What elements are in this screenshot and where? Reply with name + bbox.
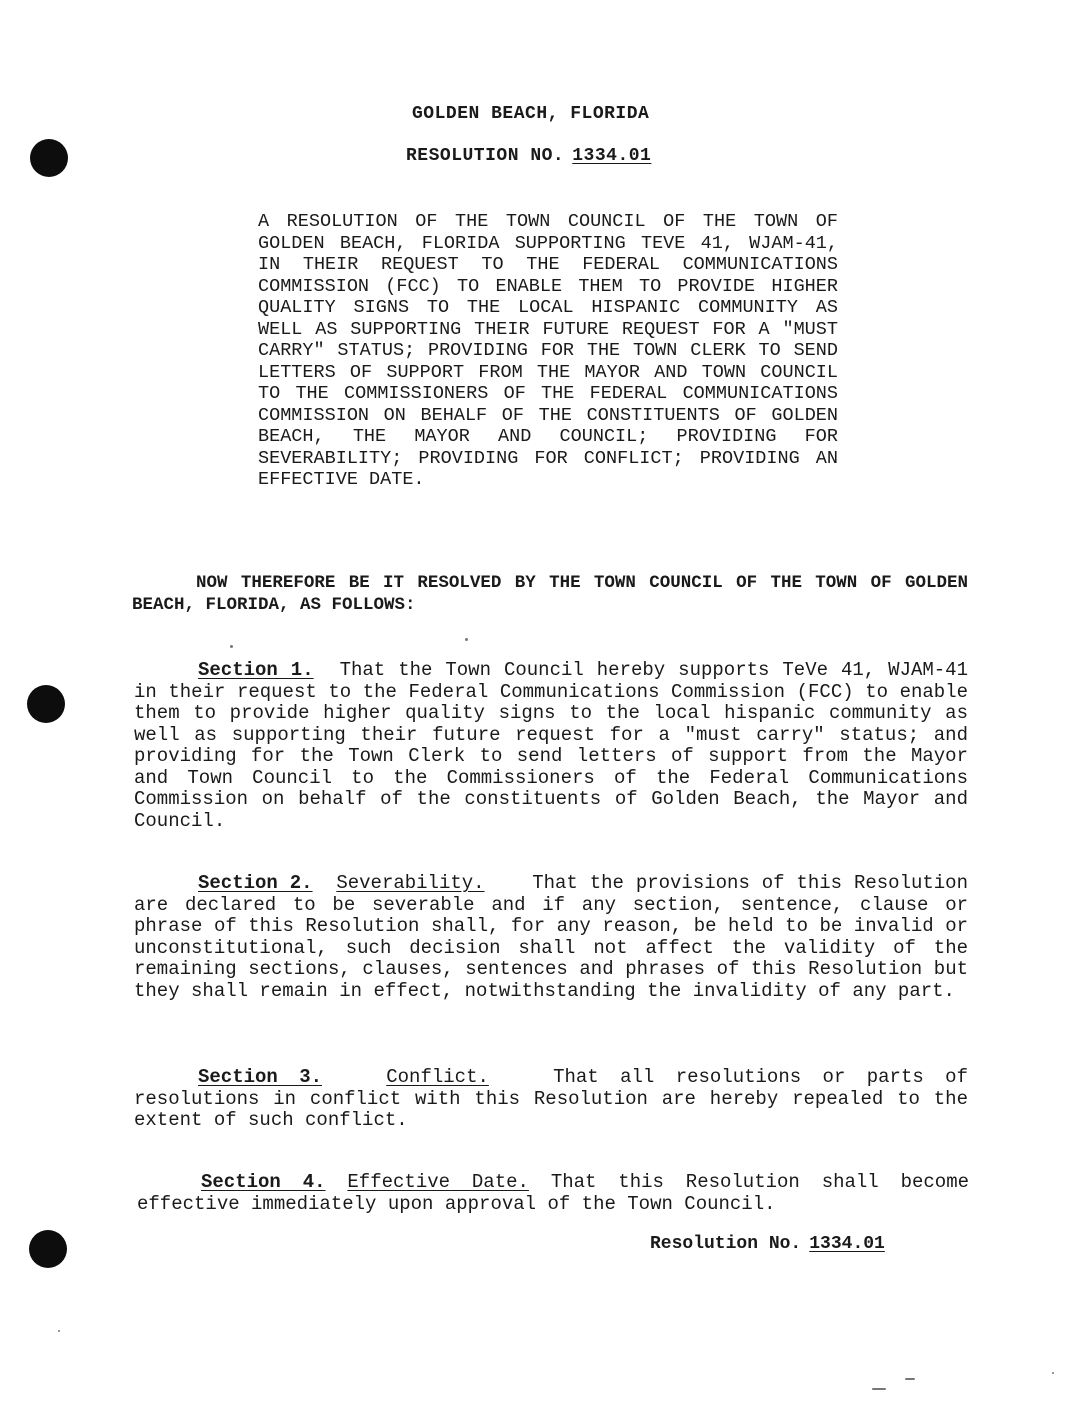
resolution-heading xyxy=(406,146,661,166)
scan-speck xyxy=(1052,1372,1054,1374)
resolved-clause: NOW THEREFORE BE IT RESOLVED BY THE TOWN COUNCIL OF THE TOWN OF GOLDEN BEACH, FLORIDA, AS FOLLOWS: xyxy=(132,573,968,615)
town-heading: GOLDEN BEACH, FLORIDA xyxy=(412,104,650,124)
section-2 xyxy=(134,873,968,1002)
section-text: That this Resolution shall become effective immediately upon approval of the Town Council. xyxy=(137,1171,970,1215)
scan-speck xyxy=(58,1330,60,1332)
resolution-abstract: A RESOLUTION OF THE TOWN COUNCIL OF THE TOWN OF GOLDEN BEACH, FLORIDA SUPPORTING TEVE 41, WJAM-41, IN THEIR REQUEST TO THE FEDERAL COMMUNICATIONS COMMISSION (FCC) TO ENABLE THEM TO PROVIDE HIGHER QUALITY SIGNS TO THE LOCAL HISPANIC COMMUNITY AS WELL AS SUPPORTING THEIR FUTURE REQUEST FOR A "MUST CARRY" STATUS; PROVIDING FOR THE TOWN CLERK TO SEND LETTERS OF SUPPORT FROM THE MAYOR AND TOWN COUNCIL TO THE COMMISSIONERS OF THE FEDERAL COMMUNICATIONS COMMISSION ON BEHALF OF THE CONSTITUENTS OF GOLDEN BEACH, THE MAYOR AND COUNCIL; PROVIDING FOR SEVERABILITY; PROVIDING FOR CONFLICT; PROVIDING AN EFFECTIVE DATE. xyxy=(258,211,838,490)
section-title: Severability. xyxy=(336,872,485,894)
section-1 xyxy=(134,660,968,832)
section-text: That the provisions of this Resolution are declared to be severable and if any section, sentence, clause or phrase of this Resolution shall, for any reason, be held to be invalid or unconstitutional, such decision shall not affect the validity of the remaining sections, clauses, sentences and phrases of this Resolution but they shall remain in effect, notwithstanding the invalidity of any part. xyxy=(134,872,968,1002)
footer-resolution-number xyxy=(650,1234,895,1254)
scan-speck xyxy=(872,1388,886,1390)
punch-hole-bottom xyxy=(29,1230,67,1268)
punch-hole-middle xyxy=(27,685,65,723)
section-text: That the Town Council hereby supports TeVe 41, WJAM-41 in their request to the Federal Communications Commission (FCC) to enable them to provide higher quality signs to the local hispanic community as well as supporting their future request for a "must carry" status; and providing for the Town Clerk to send letters of support from the Mayor and Town Council to the Commissioners of the Federal Communications Commission on behalf of the constituents of Golden Beach, the Mayor and Council. xyxy=(134,659,968,832)
footer-label: Resolution No. xyxy=(650,1234,802,1254)
section-title: Conflict. xyxy=(386,1066,489,1088)
footer-number: 1334.01 xyxy=(809,1234,885,1254)
section-3 xyxy=(134,1067,968,1132)
section-label: Section 2. xyxy=(198,872,313,894)
section-label: Section 1. xyxy=(198,659,314,681)
section-label: Section 3. xyxy=(198,1066,323,1088)
punch-hole-top xyxy=(30,139,68,177)
scan-speck xyxy=(230,645,233,648)
section-title: Effective Date. xyxy=(347,1171,529,1193)
section-text: That all resolutions or parts of resolutions in conflict with this Resolution are hereby repealed to the extent of such conflict. xyxy=(134,1066,968,1131)
section-label: Section 4. xyxy=(201,1171,326,1193)
section-4 xyxy=(137,1172,969,1215)
scan-speck xyxy=(905,1378,915,1380)
resolution-label: RESOLUTION NO. xyxy=(406,146,565,166)
resolution-number: 1334.01 xyxy=(572,146,652,166)
scan-speck xyxy=(465,638,468,641)
